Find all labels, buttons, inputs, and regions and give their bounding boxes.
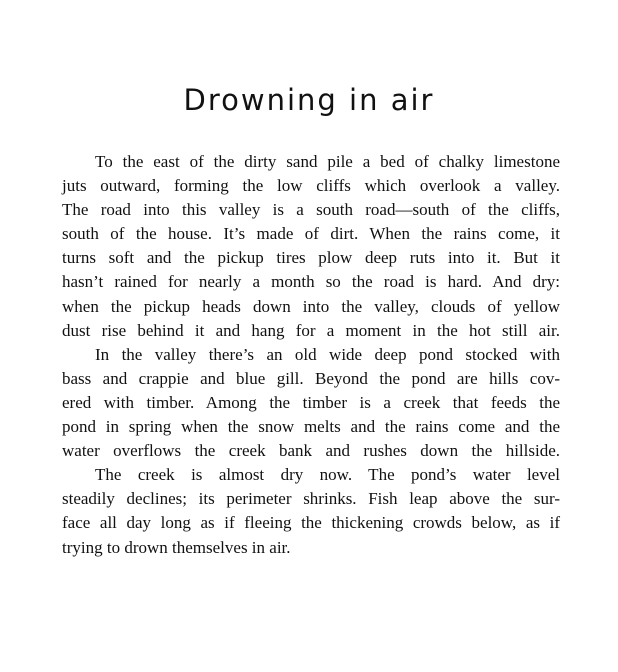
text-line: hasn’t rained for nearly a month so the road is hard. And dry: xyxy=(62,272,560,292)
text-line: To the east of the dirty sand pile a bed of chalky limestone xyxy=(95,152,560,171)
text-line: when the pickup heads down into the valley, clouds of yellow xyxy=(62,296,560,316)
text-line: The creek is almost dry now. The pond’s water level xyxy=(95,465,560,485)
page-title: Drowning in air xyxy=(183,83,435,117)
text-line: The road into this valley is a south road—south of the cliffs, xyxy=(62,200,560,220)
paragraph xyxy=(62,343,560,463)
text-line: bass and crappie and blue gill. Beyond the pond are hills cov- xyxy=(62,368,560,388)
text-line: trying to drown themselves in air. xyxy=(62,537,291,557)
text-line: ered with timber. Among the timber is a creek that feeds the xyxy=(62,392,560,412)
text-line: pond in spring when the snow melts and the rains come and the xyxy=(62,417,560,437)
text-line: steadily declines; its perimeter shrinks. Fish leap above the sur- xyxy=(62,489,560,509)
text-line: dust rise behind it and hang for a moment in the hot still air. xyxy=(62,320,560,340)
text-line: turns soft and the pickup tires plow deep ruts into it. But it xyxy=(62,248,560,268)
text-line: water overflows the creek bank and rushes down the hillside. xyxy=(62,441,560,461)
text-line: face all day long as if fleeing the thickening crowds below, as if xyxy=(62,513,560,533)
body-text xyxy=(62,150,560,560)
text-line: In the valley there’s an old wide deep pond stocked with xyxy=(95,344,560,364)
text-line: juts outward, forming the low cliffs which overlook a valley. xyxy=(62,176,560,196)
paragraph xyxy=(62,463,560,559)
text-line: south of the house. It’s made of dirt. When the rains come, it xyxy=(62,224,560,244)
paragraph xyxy=(62,150,560,343)
